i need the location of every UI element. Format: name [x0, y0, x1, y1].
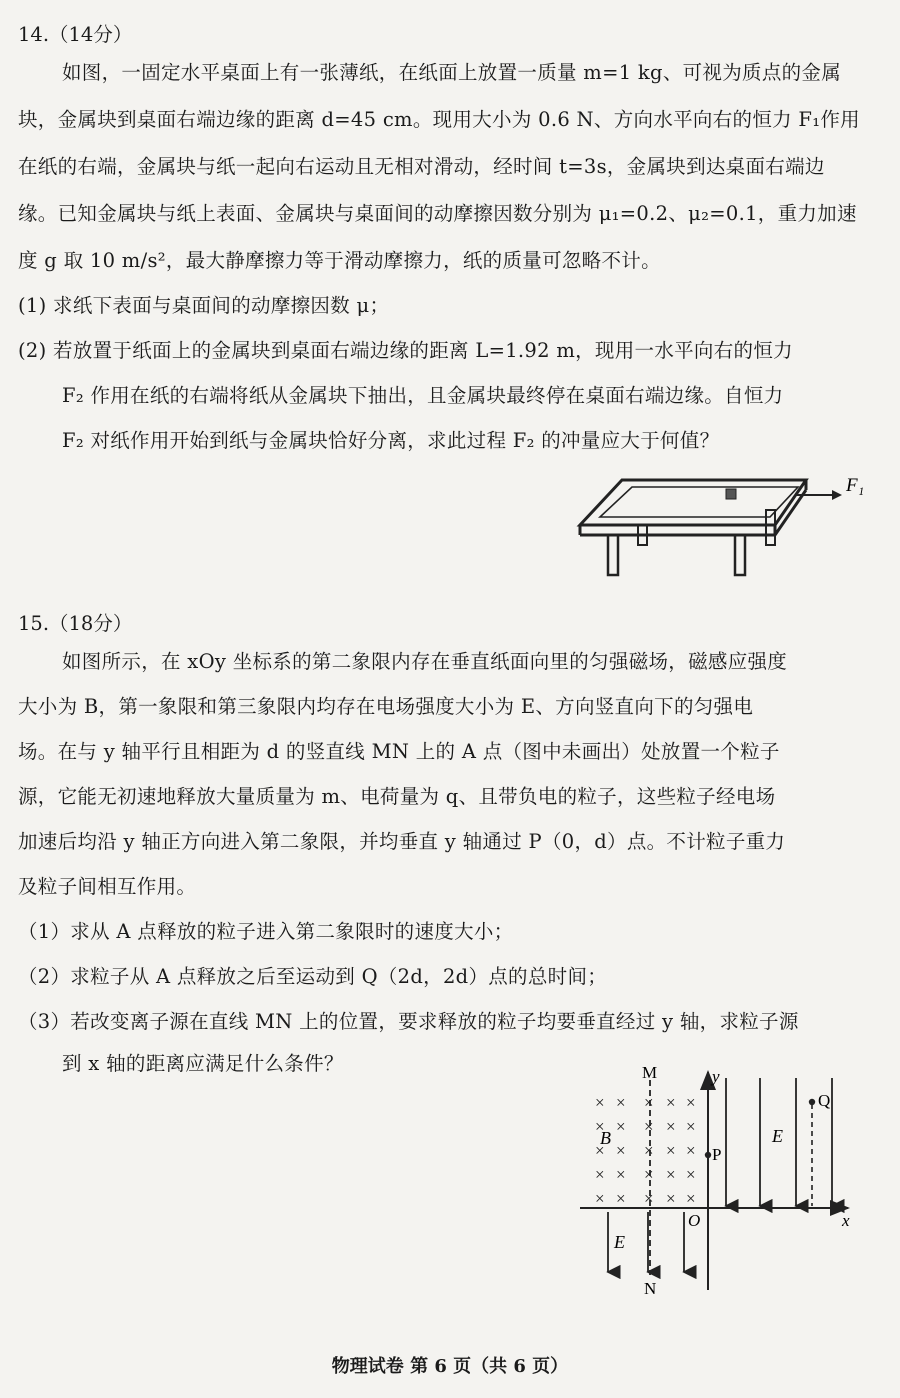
q14-line: 块，金属块到桌面右端边缘的距离 d=45 cm。现用大小为 0.6 N、方向水平向右的恒力 F₁作用 — [18, 108, 860, 131]
svg-text:×: × — [666, 1165, 676, 1184]
svg-text:×: × — [666, 1141, 676, 1160]
svg-text:×: × — [644, 1141, 654, 1160]
q14-line: 缘。已知金属块与纸上表面、金属块与桌面间的动摩擦因数分别为 μ₁=0.2、μ₂=0.1，重力加速 — [18, 202, 857, 225]
label-y: y — [712, 1067, 720, 1086]
label-q: Q — [818, 1091, 831, 1110]
q14-subquestion-2: (2) 若放置于纸面上的金属块到桌面右端边缘的距离 L=1.92 m，现用一水平向右的恒力 — [18, 339, 793, 362]
svg-text:×: × — [666, 1189, 676, 1208]
label-m: M — [642, 1063, 658, 1082]
q15-header: 15.（18分） — [18, 612, 133, 635]
svg-text:×: × — [616, 1141, 626, 1160]
svg-text:×: × — [616, 1093, 626, 1112]
svg-text:×: × — [616, 1165, 626, 1184]
label-b: B — [600, 1128, 611, 1148]
svg-text:×: × — [644, 1165, 654, 1184]
label-e-upper: E — [772, 1126, 783, 1146]
svg-text:×: × — [595, 1141, 605, 1160]
field-diagram — [580, 1060, 870, 1300]
label-e-lower: E — [614, 1232, 625, 1252]
q14-line: F₂ 对纸作用开始到纸与金属块恰好分离，求此过程 F₂ 的冲量应大于何值？ — [62, 429, 720, 452]
label-p: P — [712, 1145, 722, 1164]
label-x: x — [842, 1211, 850, 1230]
svg-text:×: × — [644, 1117, 654, 1136]
q15-line: 大小为 B，第一象限和第三象限内均存在电场强度大小为 E、方向竖直向下的匀强电 — [18, 695, 754, 718]
q15-line: 加速后均沿 y 轴正方向进入第二象限，并均垂直 y 轴通过 P（0，d）点。不计粒子重力 — [18, 830, 786, 853]
svg-text:×: × — [686, 1189, 696, 1208]
label-n: N — [644, 1279, 657, 1298]
q14-subquestion-1: (1) 求纸下表面与桌面间的动摩擦因数 μ； — [18, 294, 390, 317]
magnetic-field-crosses — [595, 1093, 696, 1208]
svg-text:×: × — [616, 1189, 626, 1208]
page-footer: 物理试卷 第 6 页（共 6 页） — [331, 1356, 569, 1377]
svg-text:×: × — [595, 1165, 605, 1184]
svg-text:×: × — [686, 1141, 696, 1160]
q15-line: 到 x 轴的距离应满足什么条件？ — [62, 1052, 344, 1075]
q14-line: F₂ 作用在纸的右端将纸从金属块下抽出，且金属块最终停在桌面右端边缘。自恒力 — [62, 384, 784, 407]
q14-line: 如图，一固定水平桌面上有一张薄纸，在纸面上放置一质量 m=1 kg、可视为质点的金属 — [62, 61, 842, 84]
svg-text:×: × — [616, 1117, 626, 1136]
svg-text:×: × — [686, 1093, 696, 1112]
label-o: O — [688, 1211, 701, 1230]
q14-header: 14.（14分） — [18, 23, 133, 46]
svg-text:×: × — [644, 1189, 654, 1208]
svg-text:×: × — [595, 1093, 605, 1112]
q15-subquestion-3: （3）若改变离子源在直线 MN 上的位置，要求释放的粒子均要垂直经过 y 轴，求粒子源 — [18, 1010, 799, 1033]
svg-text:×: × — [666, 1117, 676, 1136]
force-label-f1: F₁ — [846, 475, 865, 496]
q15-line: 场。在与 y 轴平行且相距为 d 的竖直线 MN 上的 A 点（图中未画出）处放置一个粒子 — [18, 740, 780, 763]
q15-subquestion-1: （1）求从 A 点释放的粒子进入第二象限时的速度大小； — [18, 920, 514, 943]
q15-line: 源，它能无初速地释放大量质量为 m、电荷量为 q、且带负电的粒子，这些粒子经电场 — [18, 785, 776, 808]
q14-line: 在纸的右端，金属块与纸一起向右运动且无相对滑动，经时间 t=3s，金属块到达桌面右端边 — [18, 155, 825, 178]
q14-line: 度 g 取 10 m/s²，最大静摩擦力等于滑动摩擦力，纸的质量可忽略不计。 — [18, 249, 661, 272]
q15-subquestion-2: （2）求粒子从 A 点释放之后至运动到 Q（2d，2d）点的总时间； — [18, 965, 608, 988]
svg-text:×: × — [595, 1189, 605, 1208]
svg-text:×: × — [595, 1117, 605, 1136]
q15-line: 及粒子间相互作用。 — [18, 875, 197, 898]
svg-text:×: × — [686, 1117, 696, 1136]
svg-text:×: × — [666, 1093, 676, 1112]
svg-text:×: × — [686, 1165, 696, 1184]
table-figure — [570, 465, 880, 585]
svg-text:×: × — [644, 1093, 654, 1112]
q15-line: 如图所示，在 xOy 坐标系的第二象限内存在垂直纸面向里的匀强磁场，磁感应强度 — [62, 650, 788, 673]
